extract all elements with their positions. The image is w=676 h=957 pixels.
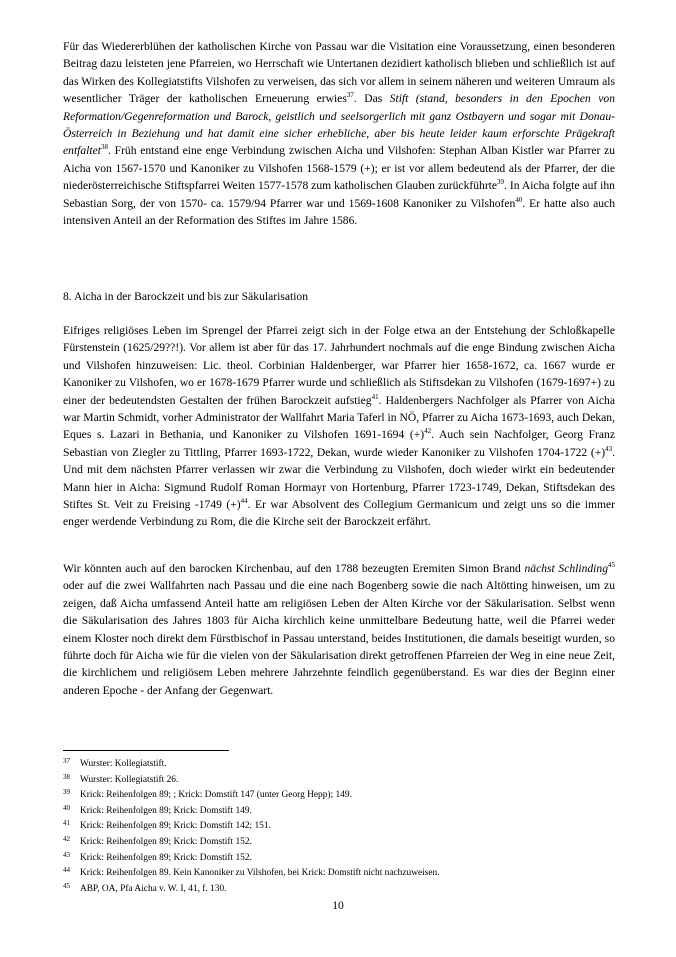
footnote-ref: 40 [515, 195, 523, 204]
section-heading: 8. Aicha in der Barockzeit und bis zur Säkularisation [63, 290, 309, 303]
footnote-ref: 39 [497, 178, 505, 187]
text-segment: . In Aicha folgte auf ihn Sebastian Sorg, der von 1570- ca. 1579/94 Pfarrer war und 1569-1608 Kanoniker zu Vilshofen [63, 179, 615, 210]
footnote [63, 851, 615, 867]
footnote [63, 757, 615, 773]
footnote-number: 45 [63, 881, 70, 890]
footnote-number: 44 [63, 866, 70, 875]
footnote-text: Wurster: Kollegiatstift 26. [80, 774, 179, 785]
text-segment: . Auch sein Nachfolger, Georg Franz Sebastian von Ziegler zu Tittling, Pfarrer 1693-1722, Dekan, wurde wieder Kanoniker zu Vilshofen 1704-1722 (+) [63, 428, 615, 459]
paragraph-secularization [63, 560, 615, 699]
footnote-ref: 41 [371, 392, 379, 401]
footnote [63, 773, 615, 789]
text-segment: . Früh entstand eine enge Verbindung zwischen Aicha und Vilshofen: Stephan Alban Kistler war Pfarrer zu Aicha von 1567-1570 und Kanoniker zu Vilshofen 1568-1579 (+); er ist vor allem bedeutend als der Pfarrer, der die niederösterreichische Stiftspfarrei Weiten 1577-1578 zum katholischen Glauben zurückführte [63, 144, 615, 193]
footnote-text: Krick: Reihenfolgen 89; ; Krick: Domstift 147 (unter Georg Hepp); 149. [80, 790, 352, 801]
footnote-number: 38 [63, 772, 70, 781]
text-segment: oder auf die zwei Wallfahrten nach Passau und die eine nach Bogenberg sowie die nach Altötting hinweisen, um zu zeigen, daß Aicha umfassend Anteil hatte am religiösen Leben der Alten Kirche vor der Säkularisation. Selbst wenn die Säkularisation des Jahres 1803 für Aicha kirchlich keine unmittelbare Bedeutung hatte, weil die Pfarrei weder einem Kloster noch direkt dem Fürstbischof in Passau unterstand, beides Institutionen, die damals beseitigt wurden, so führte doch für Aicha wie für die vielen von der Säkularisation direkt getroffenen Pfarreien der Weg in eine neue Zeit, die kirchlichem und religiösem Leben mehrere Jahrzehnte feindlich gegenüberstand. Es war dies der Beginn einer anderen Epoche - der Anfang der Gegenwart. [63, 579, 615, 697]
text-segment: . Er war Absolvent des Collegium Germanicum und zeigt uns so die immer enger werdende Verbindung zu Rom, die die Kirche seit der Barockzeit erfährt. [63, 498, 615, 529]
paragraph-baroque-era [63, 322, 615, 531]
footnote-number: 37 [63, 757, 70, 765]
footnote [63, 804, 615, 820]
footnote-ref: 37 [346, 91, 354, 100]
text-segment: . Das [353, 92, 390, 106]
footnote-ref: 43 [605, 444, 613, 453]
footnote-text: Krick: Reihenfolgen 89. Kein Kanoniker zu Vilshofen, bei Krick: Domstift nicht nachzuweisen. [80, 868, 440, 879]
footnote-text: ABP, OA, Pfa Aicha v. W. I, 41, f. 130. [80, 883, 227, 894]
footnote [63, 819, 615, 835]
footnote-ref: 42 [424, 427, 432, 436]
footnote-number: 41 [63, 819, 70, 828]
text-segment: . Haldenbergers Nachfolger als Pfarrer von Aicha war Martin Schmidt, vorher Administrator der Wallfahrt Maria Taferl in NÖ, Pfarrer zu Aicha 1673-1693, auch Dekan, Eques s. Lazari in Bethania, und Kanoniker zu Vilshofen 1691-1694 (+) [63, 393, 615, 442]
text-segment: . Und mit dem nächsten Pfarrer verlassen wir zwar die Verbindung zu Vilshofen, doch wieder wirkt ein bedeutender Mann hier in Aicha: Sigmund Rudolf Roman Hormayr von Hortenburg, Pfarrer 1723-1749, Dekan, Stiftsdekan des Stiftes St. Veit zu Freising -1749 (+) [63, 445, 615, 512]
footnote-number: 40 [63, 803, 70, 812]
italic-text: Stift (stand, besonders in den Epochen von Reformation/Gegenreformation und Barock, geistlich und seelsorgerlich mit ganz Ostbayern und sogar mit Donau-Österreich in Beziehung und hat damit eine sicher erhebliche, aber bis heute leider kaum erforschte Prägekraft entfaltet [63, 92, 615, 158]
footnote [63, 882, 615, 898]
footnote-ref: 45 [608, 561, 615, 569]
footnote-text: Wurster: Kollegiatstift. [80, 759, 167, 769]
text-segment: Für das Wiedererblühen der katholischen Kirche von Passau war die Visitation eine Voraussetzung, einen besonderen Beitrag dazu leisteten jene Pfarreien, wo Herrschaft wie Untertanen dezidiert katholisch blieben und schließlich ist auf das Wirken des Kollegiatstifts Vilshofen zu verweisen, das sich vor allem in seinem näheren und weiteren Umraum als wesentlicher Träger der katholischen Erneuerung erwies [63, 40, 615, 106]
footnote-number: 39 [63, 788, 70, 797]
footnote-text: Krick: Reihenfolgen 89; Krick: Domstift 142; 151. [80, 821, 271, 832]
footnote-number: 43 [63, 850, 70, 859]
footnote-separator [63, 750, 229, 751]
paragraph-visitation [63, 38, 615, 229]
page-number: 10 [332, 899, 344, 912]
footnotes-list [63, 757, 615, 897]
footnote-text: Krick: Reihenfolgen 89; Krick: Domstift 152. [80, 852, 252, 863]
footnote-number: 42 [63, 834, 70, 843]
italic-text: nächst Schlinding [524, 562, 608, 575]
footnote-text: Krick: Reihenfolgen 89; Krick: Domstift 149. [80, 805, 252, 816]
text-segment: . Er hatte also auch intensiven Anteil an der Reformation des Stiftes im Jahre 1586. [63, 196, 615, 228]
footnote-ref: 38 [101, 143, 108, 152]
footnote [63, 835, 615, 851]
footnote [63, 866, 615, 882]
text-segment: Wir könnten auch auf den barocken Kirchenbau, auf den 1788 bezeugten Eremiten Simon Brand [63, 562, 525, 575]
footnote-ref: 44 [240, 497, 248, 506]
text-segment: Eifriges religiöses Leben im Sprengel der Pfarrei zeigt sich in der Folge etwa an der Entstehung der Schloßkapelle Fürstenstein (1625/29??!). Vor allem ist aber für das 17. Jahrhundert nochmals auf die enge Bindung zwischen Aicha und Vilshofen hinzuweisen: Lic. theol. Corbinian Haldenberger, war Pfarrer hier 1658-1672, ca. 1667 wurde er Kanoniker zu Vilshofen, wo er 1678-1679 Pfarrer wurde und schließlich als Stiftsdekan zu Vilshofen (1679-1697+) zu einer der bedeutendsten Gestalten der frühen Barockzeit aufstieg [63, 324, 615, 407]
footnote-text: Krick: Reihenfolgen 89; Krick: Domstift 152. [80, 836, 252, 847]
footnote [63, 788, 615, 804]
